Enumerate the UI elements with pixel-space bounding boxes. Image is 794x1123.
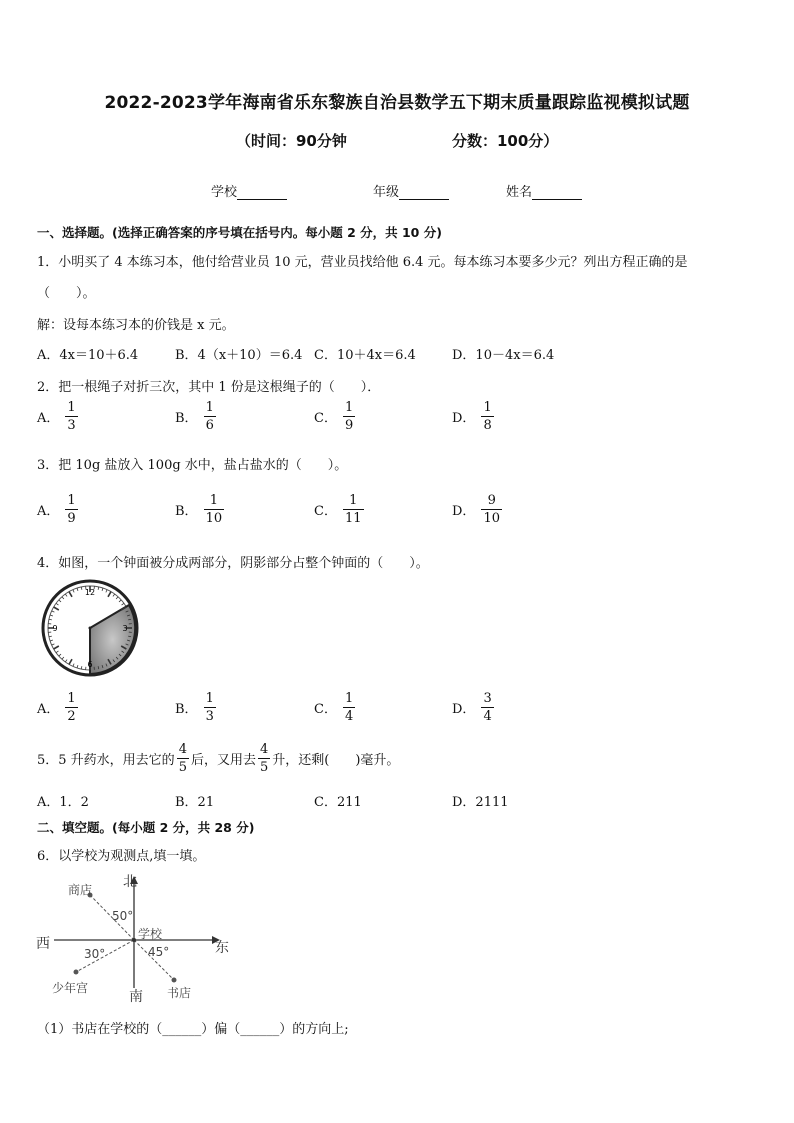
q2-option-d [452,401,496,432]
q2-option-b-fraction [204,401,216,432]
school-label: 学校 [211,185,238,200]
bookstore-point [172,978,177,983]
q1-option-b: B．4（x＋10）＝6.4 [175,348,303,363]
q5-fraction-1 [177,743,189,774]
numerator: 9 [487,493,496,508]
q4-option-d-fraction [481,692,493,723]
numerator: 3 [483,691,492,706]
q3-option-c [314,494,366,525]
numerator: 1 [349,493,358,508]
shop-label: 商店 [68,883,93,897]
q4-option-a-label: A． [37,702,60,717]
denominator: 3 [205,709,214,724]
q3-option-d-fraction [481,494,502,525]
numerator: 1 [344,691,354,706]
clock-num-6: 6 [87,660,93,669]
q5-option-c: C．211 [314,795,362,810]
q1-solution: 解：设每本练习本的价钱是 x 元。 [37,318,235,333]
q2-option-a-label: A． [37,411,60,426]
q4-option-b-fraction [204,692,216,723]
page-title: 2022-2023学年海南省乐东黎族自治县数学五下期末质量跟踪监视模拟试题 [104,93,690,113]
denominator: 9 [344,418,354,433]
bookstore-label: 书店 [167,986,192,1000]
q2-text: 2．把一根绳子对折三次，其中 1 份是这根绳子的（ ）． [37,380,381,395]
school-label: 学校 [138,927,163,941]
west-label: 西 [36,936,50,952]
q1-option-a: A．4x＝10＋6.4 [37,348,139,363]
q5-middle: 后，又用去 [190,753,256,768]
denominator: 6 [205,418,214,433]
name-label: 姓名 [506,185,533,200]
youth-palace-angle: 30° [84,947,106,961]
q5-fraction-2 [258,743,270,774]
q4-option-c-fraction [343,692,355,723]
section-2-heading: 二、填空题。(每小题 2 分，共 28 分) [37,820,255,835]
exam-score: 分数：100分） [452,132,559,150]
name-blank [532,187,582,200]
clock-num-9: 9 [52,624,58,633]
direction-diagram [34,870,234,1005]
q3-option-b-fraction [204,494,225,525]
q5-text [37,743,399,774]
q3-option-d-label: D． [452,504,476,519]
denominator: 2 [67,709,76,724]
bookstore-angle: 45° [148,945,170,959]
q4-option-c [314,692,357,723]
denominator: 11 [344,511,362,526]
grade-field [373,181,449,200]
numerator: 1 [205,400,214,415]
denominator: 10 [205,511,223,526]
q2-option-a-fraction [65,401,77,432]
grade-label: 年级 [373,185,400,200]
q2-option-c-label: C． [314,411,337,426]
south-label: 南 [129,989,143,1005]
exam-time: （时间：90分钟 [236,132,347,150]
numerator: 4 [259,742,269,757]
q3-text: 3．把 10g 盐放入 100g 水中，盐占盐水的（ ）。 [37,458,348,473]
denominator: 4 [483,709,492,724]
school-field [211,181,287,200]
numerator: 1 [483,400,492,415]
denominator: 5 [259,760,269,775]
q4-option-d [452,692,496,723]
numerator: 1 [205,691,214,706]
numerator: 1 [67,691,76,706]
q3-option-b [175,494,226,525]
east-label: 东 [215,940,229,956]
section-1-heading: 一、选择题。(选择正确答案的序号填在括号内。每小题 2 分，共 10 分) [37,225,442,240]
q6-text: 6．以学校为观测点,填一填。 [37,849,206,864]
q2-option-b [175,401,218,432]
q3-option-b-label: B． [175,504,198,519]
q5-prefix: 5．5 升药水，用去它的 [37,753,175,768]
q3-option-c-label: C． [314,504,337,519]
q4-option-b [175,692,218,723]
clock-center [89,627,92,630]
grade-blank [399,187,449,200]
q3-option-c-fraction [343,494,364,525]
numerator: 4 [178,742,187,757]
q1-option-d: D．10－4x＝6.4 [452,348,555,363]
q5-option-a: A．1．2 [37,795,89,810]
numerator: 1 [209,493,218,508]
q1-text: 1．小明买了 4 本练习本，他付给营业员 10 元，营业员找给他 6.4 元。每本练习本要多少元？列出方程正确的是 [37,255,688,270]
q4-option-b-label: B． [175,702,198,717]
q2-option-d-fraction [481,401,493,432]
q2-option-d-label: D． [452,411,476,426]
q1-option-c: C．10＋4x＝6.4 [314,348,416,363]
clock-num-12: 12 [84,588,96,597]
denominator: 10 [483,511,500,526]
shop-angle: 50° [112,909,134,923]
q3-option-a-fraction [65,494,77,525]
school-blank [237,187,287,200]
denominator: 3 [67,418,76,433]
q5-suffix: 升，还剩( )毫升。 [272,753,400,768]
denominator: 5 [178,760,187,775]
q4-text: 4．如图，一个钟面被分成两部分，阴影部分占整个钟面的（ ）。 [37,556,429,571]
denominator: 4 [344,709,354,724]
denominator: 9 [67,511,76,526]
q3-option-d [452,494,504,525]
q1-paren: （ ）。 [37,286,96,301]
q4-option-d-label: D． [452,702,476,717]
q6-sub1: （1）书店在学校的（______）偏（______）的方向上; [37,1022,349,1037]
school-point [132,938,136,942]
clock-face-figure [40,578,142,678]
name-field [506,181,582,200]
numerator: 1 [344,400,354,415]
denominator: 8 [483,418,492,433]
numerator: 1 [67,493,76,508]
youth-palace-label: 少年宫 [52,981,89,995]
q4-option-a [37,692,80,723]
q3-option-a [37,494,80,525]
q3-option-a-label: A． [37,504,60,519]
north-label: 北 [123,874,137,890]
numerator: 1 [67,400,76,415]
q5-option-b: B．21 [175,795,215,810]
youth-palace-point [74,970,79,975]
q5-option-d: D．2111 [452,795,509,810]
q4-option-a-fraction [65,692,77,723]
q2-option-c [314,401,357,432]
clock-num-3: 3 [122,624,128,633]
q2-option-c-fraction [343,401,355,432]
q4-option-c-label: C． [314,702,337,717]
q2-option-a [37,401,80,432]
q2-option-b-label: B． [175,411,198,426]
